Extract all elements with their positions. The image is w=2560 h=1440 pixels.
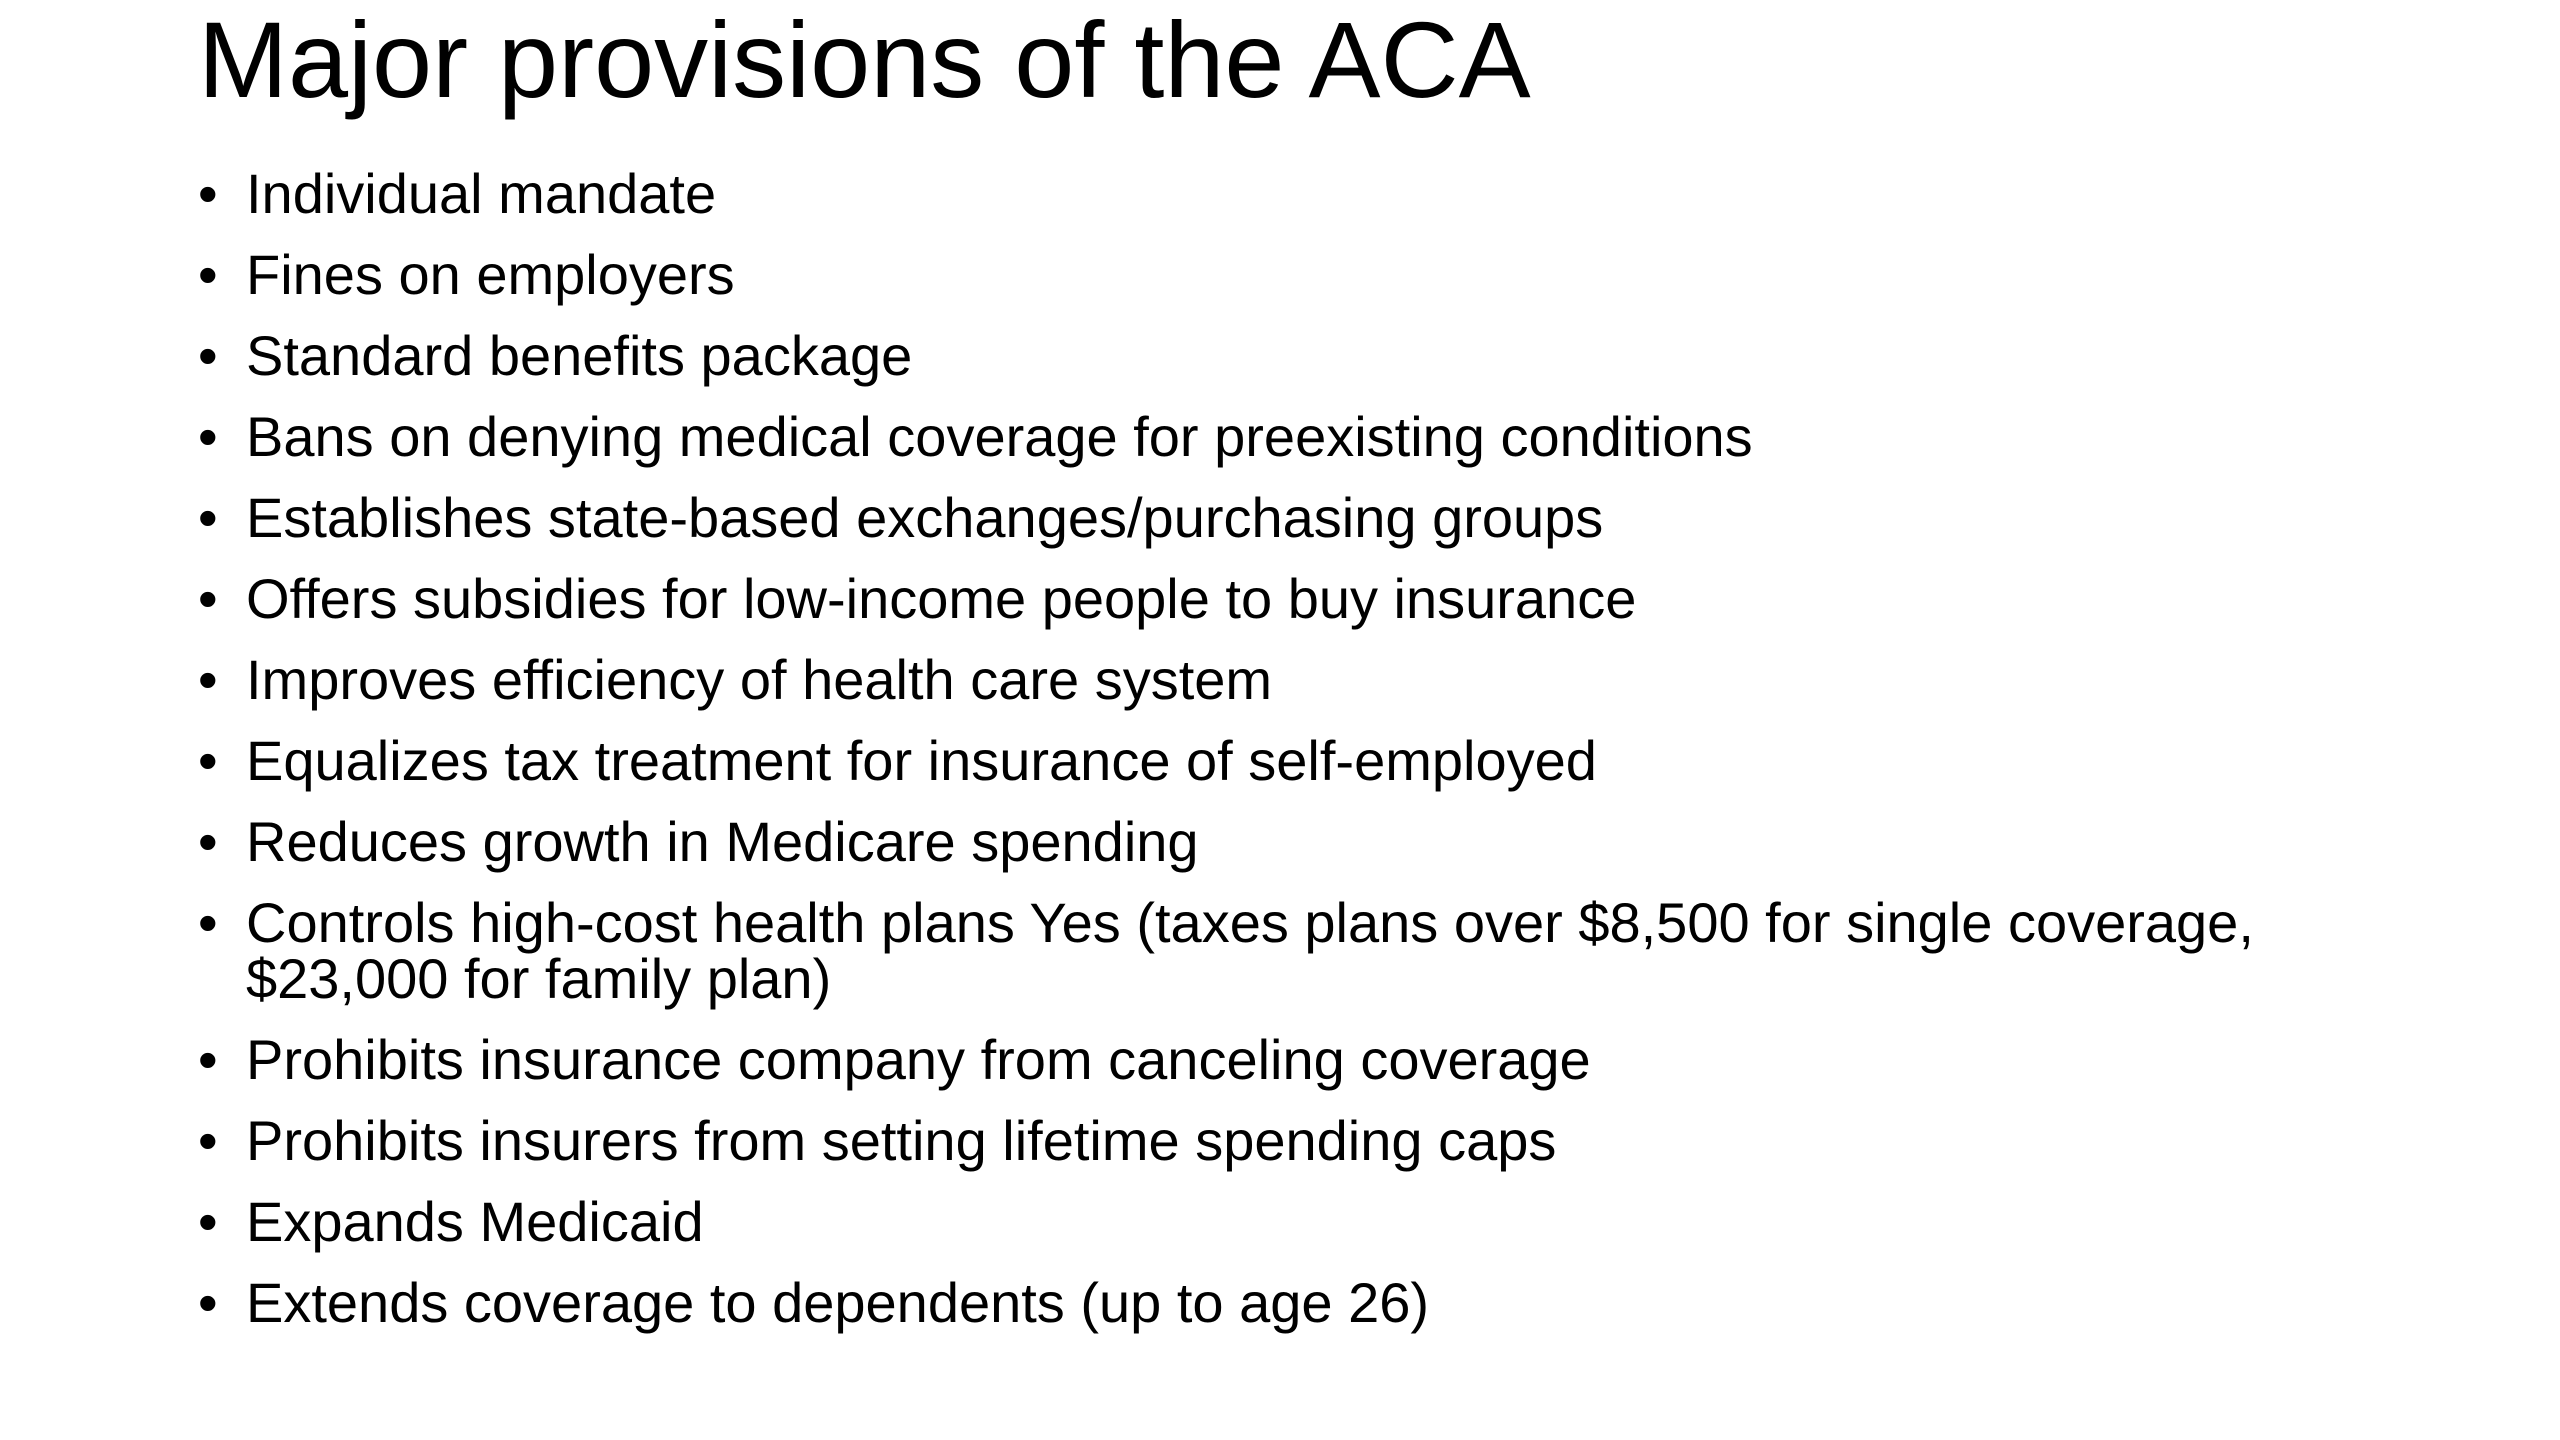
bullet-item [198,243,2448,306]
bullet-text: Extends coverage to dependents (up to age 26) [246,1271,1430,1334]
bullet-icon: • [198,1109,218,1172]
bullet-text: Individual mandate [246,162,717,225]
bullet-item [198,1028,2448,1091]
bullet-text: Controls high-cost health plans Yes (taxes plans over $8,500 for single coverage, $23,000 for family plan) [246,891,2254,1010]
bullet-item [198,1271,2448,1334]
bullet-icon: • [198,891,218,954]
bullet-text: Establishes state-based exchanges/purchasing groups [246,486,1604,549]
bullet-item [198,162,2448,225]
bullet-icon: • [198,486,218,549]
bullet-item [198,486,2448,549]
bullet-icon: • [198,567,218,630]
bullet-icon: • [198,1190,218,1253]
bullet-text: Bans on denying medical coverage for preexisting conditions [246,405,1753,468]
bullet-icon: • [198,243,218,306]
bullet-text: Prohibits insurers from setting lifetime spending caps [246,1109,1557,1172]
bullet-item [198,891,2448,1010]
bullet-icon: • [198,324,218,387]
bullet-icon: • [198,162,218,225]
bullet-item [198,1109,2448,1172]
bullet-item [198,810,2448,873]
bullet-item [198,567,2448,630]
bullet-text: Prohibits insurance company from canceling coverage [246,1028,1591,1091]
bullet-text: Offers subsidies for low-income people to buy insurance [246,567,1637,630]
slide-title: Major provisions of the ACA [198,0,1531,120]
bullet-text: Equalizes tax treatment for insurance of self-employed [246,729,1597,792]
bullet-item [198,405,2448,468]
bullet-icon: • [198,648,218,711]
bullet-item [198,648,2448,711]
bullet-text: Reduces growth in Medicare spending [246,810,1199,873]
bullet-icon: • [198,405,218,468]
bullet-icon: • [198,810,218,873]
bullet-text: Fines on employers [246,243,735,306]
bullet-item [198,729,2448,792]
bullet-icon: • [198,729,218,792]
bullet-text: Expands Medicaid [246,1190,704,1253]
bullet-text: Improves efficiency of health care system [246,648,1273,711]
bullet-icon: • [198,1028,218,1091]
bullet-icon: • [198,1271,218,1334]
bullet-text: Standard benefits package [246,324,913,387]
bullet-list [198,162,2448,1356]
bullet-item [198,324,2448,387]
bullet-item [198,1190,2448,1253]
